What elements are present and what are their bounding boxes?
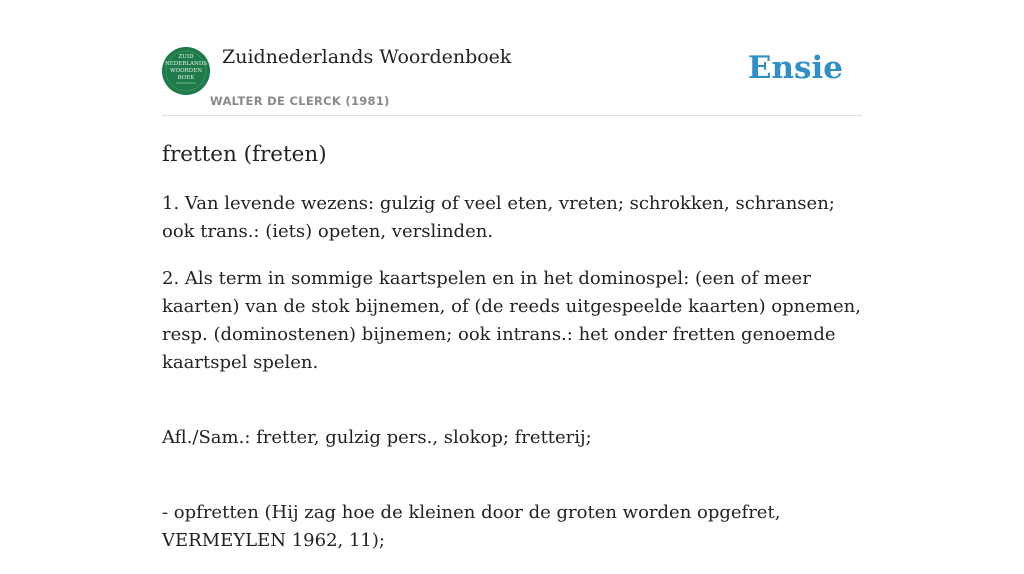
spacer bbox=[162, 396, 862, 424]
entry-content bbox=[162, 138, 862, 574]
page bbox=[162, 0, 862, 551]
site-header bbox=[162, 0, 862, 116]
book-cover-icon bbox=[162, 47, 210, 95]
svg-text:WOORDEN: WOORDEN bbox=[169, 68, 203, 74]
definition-2: 2. Als term in sommige kaartspelen en in het dominospel: (een of meer kaarten) van de stok bijnemen, of (de reeds uitgespeelde kaarten) opnemen, resp. (dominostenen) bijnemen; ook intrans.: het onder fretten genoemde kaartspel spelen. bbox=[162, 268, 861, 373]
dictionary-logo[interactable] bbox=[162, 47, 210, 95]
entry-headword: fretten (freten) bbox=[162, 142, 327, 167]
svg-text:ZUID: ZUID bbox=[178, 54, 194, 60]
dictionary-author: WALTER DE CLERCK (1981) bbox=[210, 94, 390, 108]
svg-text:BOEK: BOEK bbox=[177, 75, 195, 81]
brand-logo[interactable]: Ensie bbox=[747, 50, 843, 86]
spacer bbox=[162, 471, 862, 499]
svg-text:NEDERLANDS: NEDERLANDS bbox=[164, 61, 208, 67]
dictionary-title[interactable]: Zuidnederlands Woordenboek bbox=[222, 46, 512, 68]
definition-1: 1. Van levende wezens: gulzig of veel eten, vreten; schrokken, schransen; ook trans.: (iets) opeten, verslinden. bbox=[162, 193, 835, 242]
example-line: - opfretten (Hij zag hoe de kleinen door de groten worden opgefret, VERMEYLEN 1962, 11); bbox=[162, 502, 781, 551]
derivations: Afl./Sam.: fretter, gulzig pers., slokop; fretterij; bbox=[162, 427, 592, 448]
